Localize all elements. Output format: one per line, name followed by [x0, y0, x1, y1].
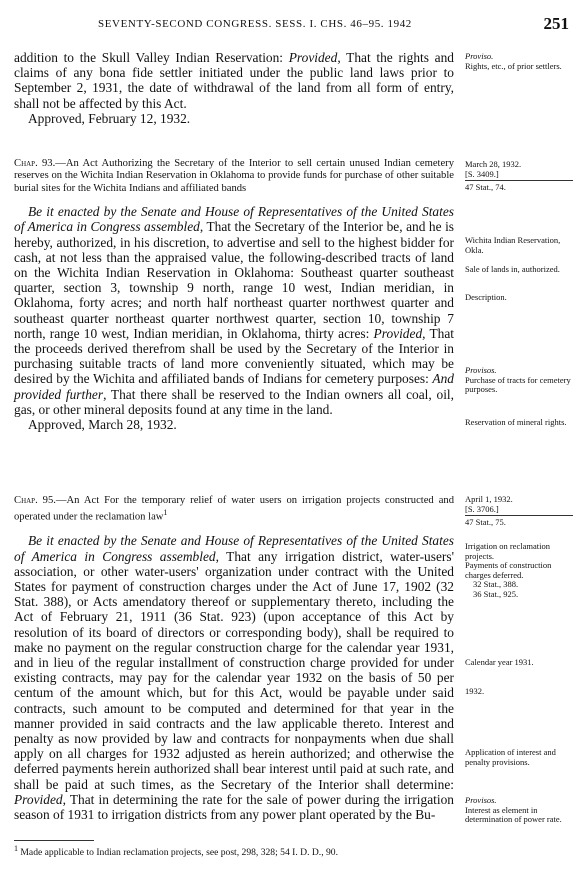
margin-provisos-label: Provisos. — [465, 365, 497, 375]
chap93-body-c: , That there shall be reserved to the Indian owners all coal, oil, gas, or other mineral deposits found at any time in the land. — [14, 386, 454, 417]
footnote — [14, 844, 338, 858]
margin-irrigation: Irrigation on reclamation projects. — [465, 541, 550, 561]
margin-stat-93: 47 Stat., 74. — [465, 182, 506, 193]
margin-application: Application of interest and penalty provisions. — [465, 747, 556, 767]
chap93-and-provided: And provided further — [14, 371, 454, 402]
chap93-heading — [14, 158, 454, 195]
running-header — [0, 14, 581, 34]
margin-stat-95: 47 Stat., 75. — [465, 517, 506, 528]
margin-note-interest — [465, 796, 573, 825]
chap93-body-a: , That the Secretary of the Interior be, and he is hereby, authorized, in his discretion, to advertise and sell to the highest bidder for cash, at not less than the appraised value, the following-described tracts of land on the Wichita Indian Reservation in Oklahoma: Southeast quarter southeast quarter, section 3, township 9 north, range 10 west, Indian meridian, in Oklahoma, forty acres; and north half northeast quarter northwest quarter and southeast quarter northeast quarter northwest quarter, section 10, township 7 north, range 10 west, Indian meridian, in Oklahoma, thirty acres: — [14, 219, 455, 341]
block1-approved: Approved, February 12, 1932. — [28, 110, 191, 126]
chap95-enacting-clause: Be it enacted by the Senate and House of Representatives of the United States of America in Congress assembled — [14, 533, 454, 564]
running-head-text: SEVENTY-SECOND CONGRESS. SESS. I. CHS. 46–95. 1942 — [98, 18, 412, 30]
chap93-enacting-clause: Be it enacted by the Senate and House of Representatives of the United States of America in Congress assembled — [14, 204, 454, 235]
chap95-label: Chap. 95. — [14, 495, 56, 506]
margin-sale: Sale of lands in, authorized. — [465, 264, 560, 274]
chap95-body — [14, 533, 454, 822]
margin-interest-note: Interest as element in determination of power rate. — [465, 804, 562, 825]
chap95-provided: Provided — [14, 791, 63, 807]
margin-stat-925: 36 Stat., 925. — [473, 588, 519, 599]
margin-purchase-note: Purchase of tracts for cemetery purposes. — [465, 374, 571, 395]
section-chapter-95 — [14, 495, 454, 822]
page-number: 251 — [543, 14, 569, 33]
chap95-heading — [14, 495, 454, 524]
chap93-body-b: , That the proceeds derived therefrom shall be used by the Secretary of the Interior in purchasing suitable tracts of land more conveniently situated, which may be desired by the Wichita and affiliated bands of Indians for cemetery purposes: — [14, 325, 454, 387]
chap93-approved: Approved, March 28, 1932. — [28, 417, 177, 433]
margin-year-1932: 1932. — [465, 686, 485, 696]
chap93-title: —An Act Authorizing the Secretary of the Interior to sell certain unused Indian cemetery reserves on the Wichita Indian Reservation in Oklahoma to provide funds for purchase of other suitable burial sites for the Wichita Indians and affiliated bands — [14, 158, 454, 194]
margin-irrigation-notes — [465, 542, 573, 600]
margin-rights-note: Rights, etc., of prior settlers. — [465, 60, 562, 71]
chap95-body-a: , That any irrigation district, water-users' association, or other water-users' organization under contract with the United States for payment of construction charges under the Act of June 17, 1902 (32 Stat. 388), or Acts amendatory thereof or supplementary thereto, including the Act of February 21, 1911 (36 Stat. 923) (upon acceptance of this Act by resolution of its board of directors or corresponding body), shall be required to make no payment on the regular construction charge for the calendar year 1931, and in lieu of the regular installment of construction charge provided for under existing contracts, may pay for the calendar year 1932 on the basis of 50 per centum of the amount which, but for this Act, would be payable under said contracts, such amount to be computed and determined for that year in the manner provided in said contracts and the law applicable thereto. Interest and penalty as now provided by law and contracts for nonpayments when due shall apply on all charges for 1932 adjusted as herein authorized; and otherwise the deferred payments herein authorized shall bear interest until paid at such rate, and shall be paid at such times, as the Secretary of the Interior shall determine: — [14, 548, 454, 792]
margin-bill-95: [S. 3706.] — [465, 503, 499, 514]
margin-divider-95 — [465, 515, 573, 516]
margin-bill-93: [S. 3409.] — [465, 168, 499, 179]
chap95-title: —An Act For the temporary relief of water users on irrigation projects constructed and operated under the reclamation law — [14, 495, 454, 523]
chap93-provided: Provided — [373, 325, 423, 341]
margin-note-purchase — [465, 366, 573, 395]
block1-text-a: addition to the Skull Valley Indian Reservation: — [14, 50, 289, 65]
margin-chap95-reference — [465, 495, 573, 528]
margin-divider-93 — [465, 180, 573, 181]
margin-reservation: Reservation of mineral rights. — [465, 417, 567, 427]
margin-stat-388: 32 Stat., 388. — [473, 579, 519, 590]
chap95-body-b: , That in determining the rate for the sale of power during the irrigation season of 1931 to irrigation districts from any power plant operated by the Bu- — [14, 791, 454, 822]
margin-description: Description. — [465, 292, 507, 302]
margin-payments: Payments of construction charges deferred. — [465, 560, 552, 580]
footnote-text: Made applicable to Indian reclamation projects, see post, 298, 328; 54 I. D. D., 90. — [20, 847, 338, 859]
footnote-mark: 1 — [14, 844, 18, 853]
block1-text-b: , That the rights and claims of any bona fide settler initiated under the public land laws prior to September 2, 1931, the date of withdrawal of the land from all form of entry, shall not be affected by this Act. — [14, 50, 454, 111]
margin-note-proviso — [465, 52, 573, 71]
margin-proviso-label: Proviso. — [465, 51, 494, 61]
margin-provisos2-label: Provisos. — [465, 795, 497, 805]
chap93-label: Chap. 93. — [14, 158, 56, 169]
section-chapter-93 — [14, 158, 454, 432]
margin-date-93: March 28, 1932. — [465, 159, 522, 169]
margin-calendar-1931: Calendar year 1931. — [465, 657, 534, 667]
margin-chap93-reference — [465, 160, 573, 193]
chap95-footnote-mark: 1 — [163, 508, 168, 518]
chap93-body — [14, 204, 454, 417]
section-skull-valley — [14, 50, 454, 126]
footnote-divider — [14, 840, 94, 841]
block1-provided: Provided — [288, 50, 338, 65]
margin-date-95: April 1, 1932. — [465, 494, 513, 504]
margin-wichita: Wichita Indian Reservation, Okla. — [465, 235, 561, 255]
